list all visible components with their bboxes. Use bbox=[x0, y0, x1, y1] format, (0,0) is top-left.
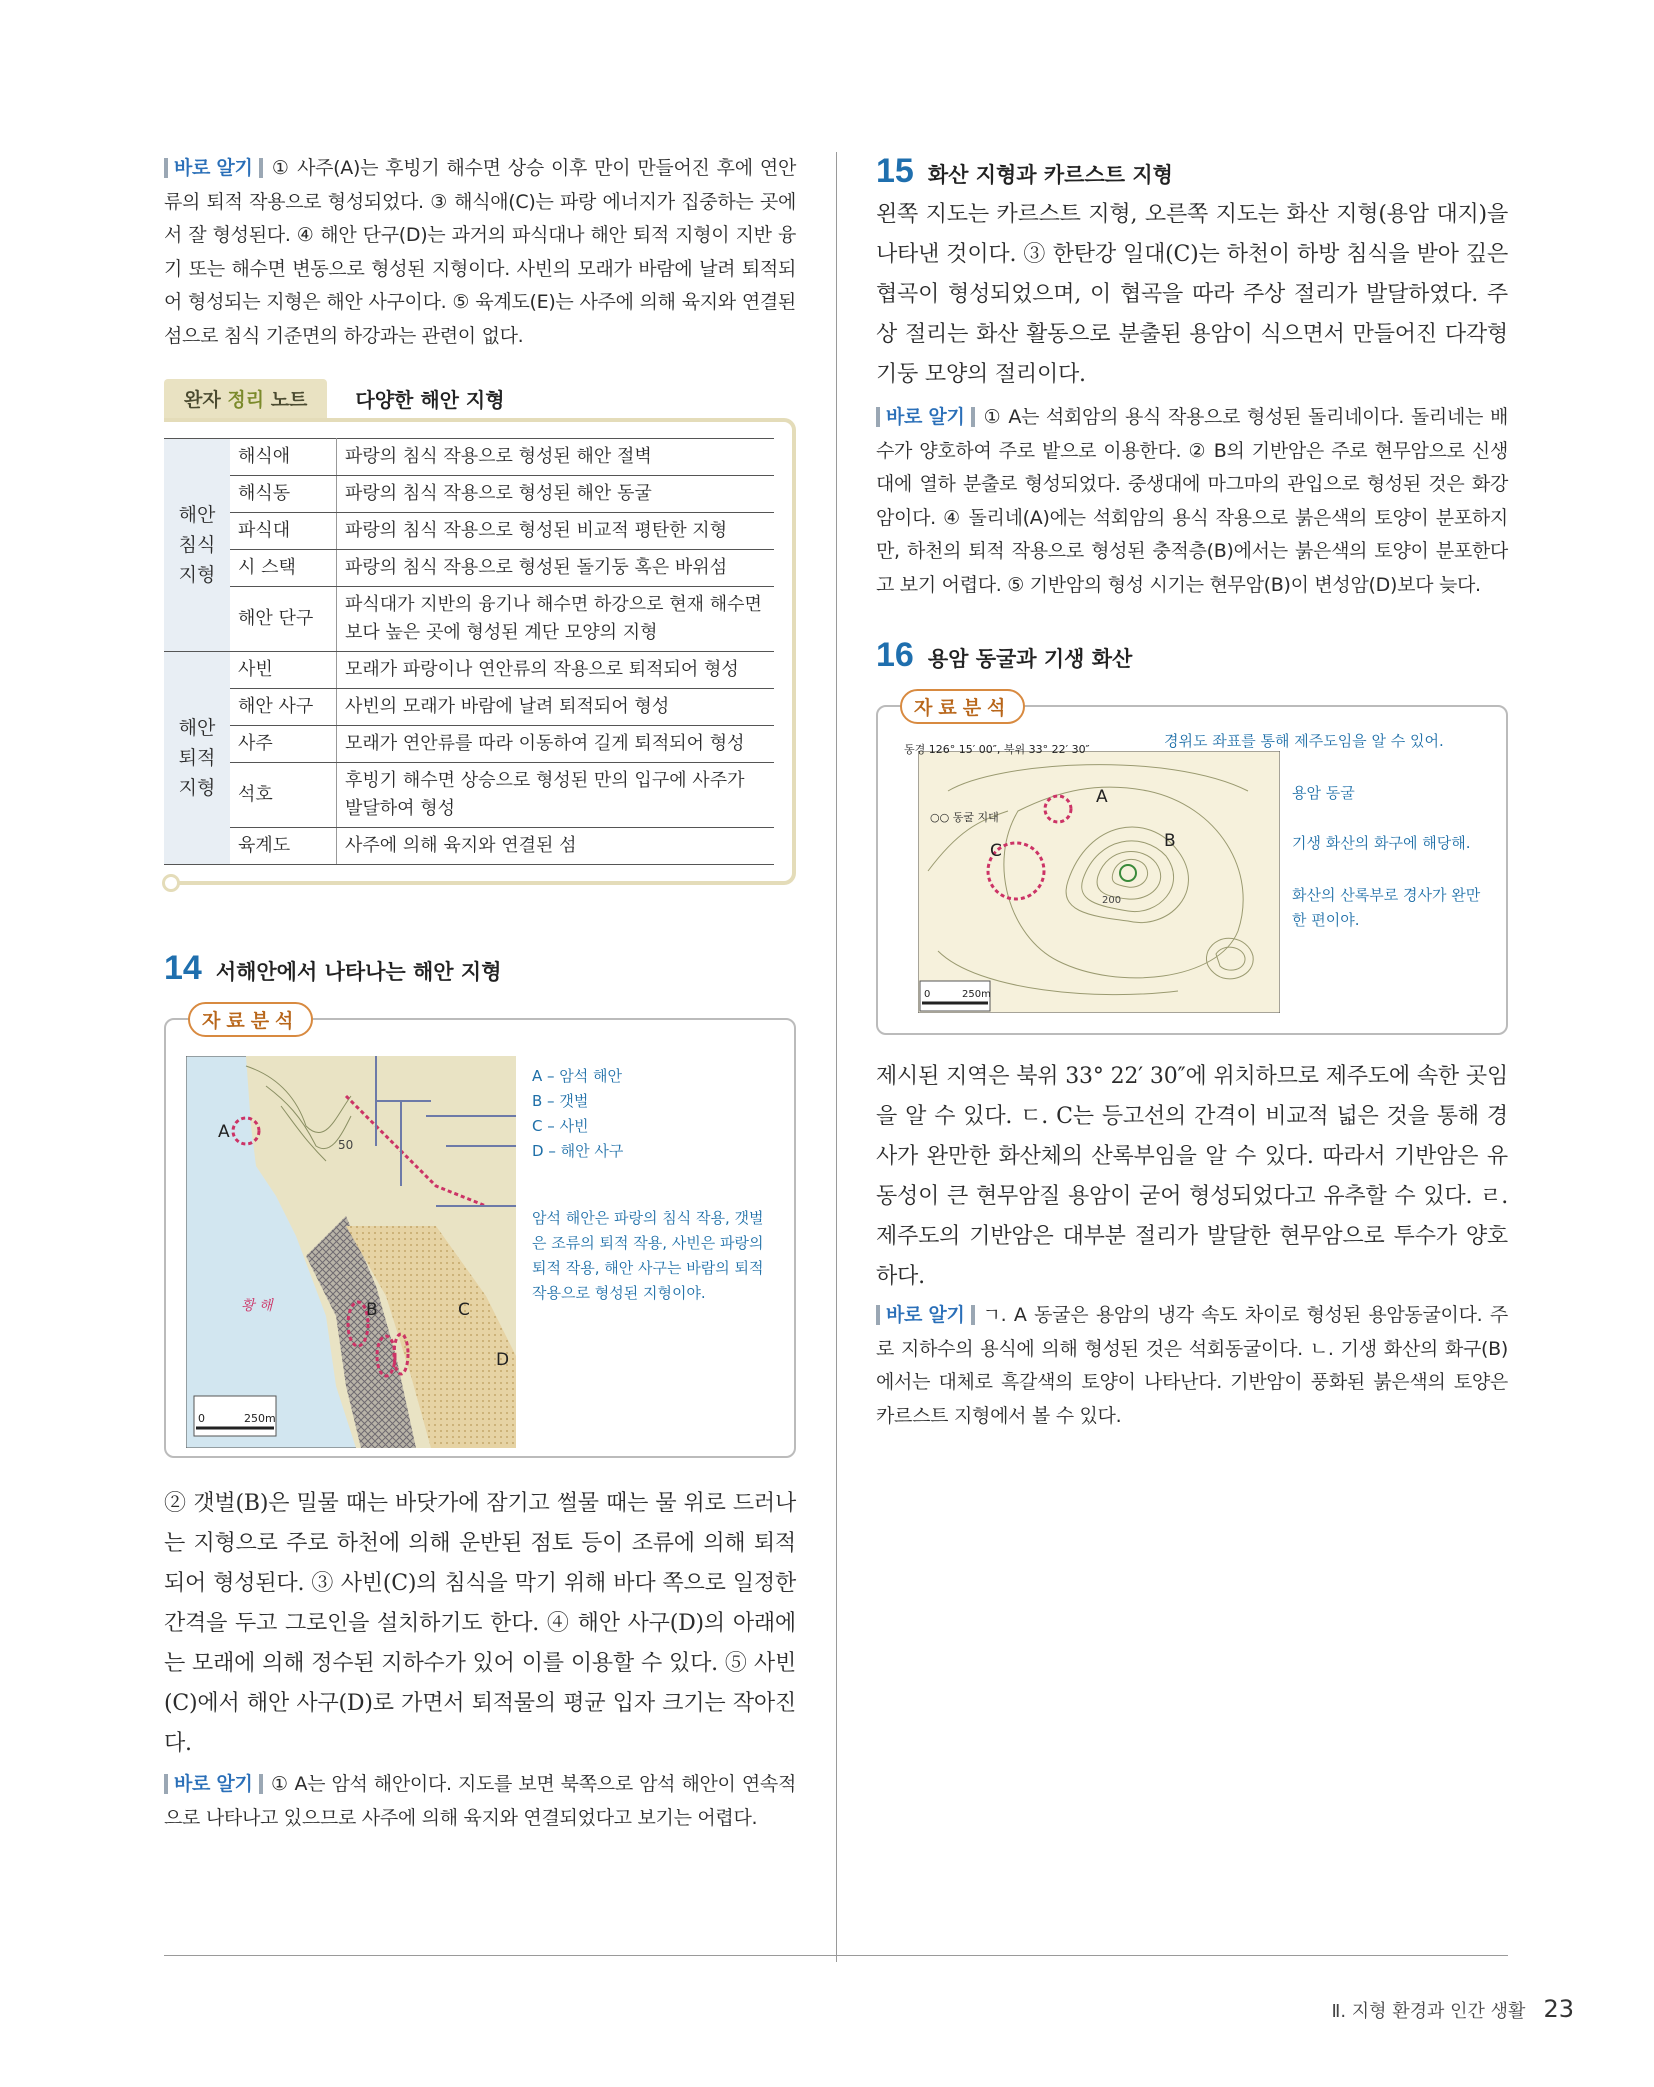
table-row bbox=[164, 652, 774, 689]
data-analysis-box-14 bbox=[164, 1010, 796, 1458]
answer-explanation-13: 바로 알기 ① 사주(A)는 후빙기 해수면 상승 이후 만이 만들어진 후에 연안류의 퇴적 작용으로 형성되었다. ③ 해식애(C)는 파랑 에너지가 집중하는 곳에서 잘 형성된다. ④ 해안 단구(D)는 과거의 파식대나 해안 퇴적 지형이 지반 융기 또는 해수면 변동으로 형성된 지형이다. 사빈의 모래가 바람에 날려 퇴적되어 형성되는 지형은 해안 사구이다. ⑤ 육계도(E)는 사주에 의해 육지와 연결된 섬으로 침식 기준면의 하강과는 관련이 없다. bbox=[164, 157, 796, 347]
landform-term: 해안 단구 bbox=[230, 587, 337, 652]
landform-term: 파식대 bbox=[230, 513, 337, 550]
scale-label: 250m bbox=[244, 1412, 276, 1425]
left-column bbox=[164, 152, 796, 1835]
scale-zero: 0 bbox=[198, 1412, 205, 1425]
landform-description: 사빈의 모래가 바람에 날려 퇴적되어 형성 bbox=[337, 689, 775, 726]
map-label-C: C bbox=[458, 1300, 470, 1320]
table-row bbox=[164, 439, 774, 476]
landform-term: 해식애 bbox=[230, 439, 337, 476]
summary-note-box bbox=[164, 418, 796, 885]
landform-description: 파랑의 침식 작용으로 형성된 비교적 평탄한 지형 bbox=[337, 513, 775, 550]
note-end-ornament bbox=[162, 874, 180, 892]
question-number: 14 bbox=[164, 949, 202, 987]
elevation-label: 50 bbox=[338, 1138, 354, 1152]
landform-term: 사빈 bbox=[230, 652, 337, 689]
summary-note-header bbox=[164, 379, 796, 418]
page-number: 23 bbox=[1543, 1995, 1574, 2023]
group-label: 해안 침식 지형 bbox=[164, 439, 230, 652]
map-label-B: B bbox=[1164, 831, 1176, 851]
landform-term: 해안 사구 bbox=[230, 689, 337, 726]
table-row bbox=[164, 513, 774, 550]
cave-area-label: ○○ 동굴 지대 bbox=[930, 811, 999, 824]
landform-description: 사주에 의해 육지와 연결된 섬 bbox=[337, 828, 775, 865]
question-title: 화산 지형과 카르스트 지형 bbox=[927, 163, 1173, 187]
group-label: 해안 퇴적 지형 bbox=[164, 652, 230, 865]
landform-term: 해식동 bbox=[230, 476, 337, 513]
section-title: Ⅱ. 지형 환경과 인간 생활 bbox=[1331, 2001, 1526, 2022]
footer-rule bbox=[164, 1955, 1508, 1956]
coordinate-label: 동경 126° 15′ 00″, 북위 33° 22′ 30″ bbox=[904, 743, 1090, 756]
table-row bbox=[164, 828, 774, 865]
landform-description: 후빙기 해수면 상승으로 형성된 만의 입구에 사주가 발달하여 형성 bbox=[337, 763, 775, 828]
table-row bbox=[164, 587, 774, 652]
question-14-header bbox=[164, 949, 796, 988]
map-label-B: B bbox=[366, 1300, 378, 1320]
map-annotation-2: 용암 동굴 bbox=[1292, 784, 1355, 802]
map-legend: A – 암석 해안 B – 갯벌 C – 사빈 D – 해안 사구 bbox=[532, 1067, 624, 1160]
table-row bbox=[164, 550, 774, 587]
landform-term: 사주 bbox=[230, 726, 337, 763]
landform-term: 육계도 bbox=[230, 828, 337, 865]
data-analysis-badge: 자료분석 bbox=[188, 1002, 313, 1037]
question-title: 용암 동굴과 기생 화산 bbox=[927, 647, 1133, 671]
landform-description: 파랑의 침식 작용으로 형성된 돌기둥 혹은 바위섬 bbox=[337, 550, 775, 587]
explanation-15: 왼쪽 지도는 카르스트 지형, 오른쪽 지도는 화산 지형(용암 대지)을 나타낸 것이다. ③ 한탄강 일대(C)는 하천이 하방 침식을 받아 깊은 협곡이 형성되었으며, 이 협곡을 따라 주상 절리가 발달하였다. 주상 절리는 화산 활동으로 분출된 용암이 식으면서 만들어진 다각형 기둥 모양의 절리이다. bbox=[876, 202, 1508, 387]
map-annotation-3: 기생 화산의 화구에 해당해. bbox=[1292, 834, 1471, 852]
map-label-A: A bbox=[1096, 787, 1108, 807]
right-column bbox=[876, 152, 1508, 1433]
table-row bbox=[164, 763, 774, 828]
question-title: 서해안에서 나타나는 해안 지형 bbox=[215, 960, 502, 984]
elevation-label: 200 bbox=[1102, 895, 1122, 906]
explanation-16: 제시된 지역은 북위 33° 22′ 30″에 위치하므로 제주도에 속한 곳임을 알 수 있다. ㄷ. C는 등고선의 간격이 비교적 넓은 것을 통해 경사가 완만한 화산체의 산록부임을 알 수 있다. 따라서 기반암은 유동성이 큰 현무암질 용암이 굳어 형성되었다고 유추할 수 있다. ㄹ. 제주도의 기반암은 대부분 절리가 발달한 현무암으로 투수가 양호하다. bbox=[876, 1064, 1508, 1289]
page-footer bbox=[1331, 1995, 1574, 2023]
correction-15: 바로 알기 ① A는 석회암의 용식 작용으로 형성된 돌리네이다. 돌리네는 배수가 양호하여 주로 밭으로 이용한다. ② B의 기반암은 주로 현무암으로 신생대에 열하 분출로 형성되었다. 중생대에 마그마의 관입으로 형성된 것은 화강암이다. ④ 돌리네(A)에는 석회암의 용식 작용으로 붉은색의 토양이 분포하지만, 하천의 퇴적 작용으로 형성된 충적층(B)에서는 붉은색의 토양이 분포한다고 보기 어렵다. ⑤ 기반암의 형성 시기는 현무암(B)이 변성암(D)보다 늦다. bbox=[876, 406, 1508, 596]
map-annotation: 암석 해안은 파랑의 침식 작용, 갯벌은 조류의 퇴적 작용, 사빈은 파랑의 퇴적 작용, 해안 사구는 바람의 퇴적 작용으로 형성된 지형이야. bbox=[532, 1209, 764, 1302]
correction-tag: 바로 알기 bbox=[164, 158, 263, 178]
map-label-C: C bbox=[990, 841, 1002, 861]
data-analysis-badge: 자료분석 bbox=[900, 689, 1025, 724]
table-row bbox=[164, 726, 774, 763]
correction-16: 바로 알기 ㄱ. A 동굴은 용암의 냉각 속도 차이로 형성된 용암동굴이다. 주로 지하수의 용식에 의해 형성된 것은 석회동굴이다. ㄴ. 기생 화산의 화구(B)에서는 대체로 흑갈색의 토양이 나타난다. 기반암이 풍화된 붉은색의 토양은 카르스트 지형에서 볼 수 있다. bbox=[876, 1304, 1508, 1427]
explanation-14: ② 갯벌(B)은 밀물 때는 바닷가에 잠기고 썰물 때는 물 위로 드러나는 지형으로 주로 하천에 의해 운반된 점토 등이 조류에 의해 퇴적되어 형성된다. ③ 사빈(C)의 침식을 막기 위해 바다 쪽으로 일정한 간격을 두고 그로인을 설치하기도 한다. ④ 해안 사구(D)의 아래에는 모래에 의해 정수된 지하수가 있어 이를 이용할 수 있다. ⑤ 사빈(C)에서 해안 사구(D)로 가면서 퇴적물의 평균 입자 크기는 작아진다. bbox=[164, 1491, 796, 1756]
correction-14: 바로 알기 ① A는 암석 해안이다. 지도를 보면 북쪽으로 암석 해안이 연속적으로 나타나고 있으므로 사주에 의해 육지와 연결되었다고 보기는 어렵다. bbox=[164, 1773, 796, 1829]
coastal-map bbox=[186, 1056, 516, 1448]
landform-description: 파랑의 침식 작용으로 형성된 해안 절벽 bbox=[337, 439, 775, 476]
landform-description: 모래가 파랑이나 연안류의 작용으로 퇴적되어 형성 bbox=[337, 652, 775, 689]
column-divider bbox=[836, 152, 837, 1962]
map-annotation-1: 경위도 좌표를 통해 제주도임을 알 수 있어. bbox=[1164, 732, 1444, 750]
scale-label: 250m bbox=[962, 989, 991, 1000]
data-analysis-box-16 bbox=[876, 697, 1508, 1035]
question-16-header bbox=[876, 636, 1508, 675]
question-15-header bbox=[876, 152, 1508, 191]
table-row bbox=[164, 476, 774, 513]
landform-term: 석호 bbox=[230, 763, 337, 828]
question-number: 15 bbox=[876, 152, 914, 190]
map-annotation-4: 화산의 산록부로 경사가 완만한 편이야. bbox=[1292, 886, 1481, 929]
sea-label: 황 해 bbox=[241, 1298, 273, 1314]
summary-note-title: 다양한 해안 지형 bbox=[355, 388, 505, 412]
map-label-A: A bbox=[218, 1122, 230, 1142]
question-number: 16 bbox=[876, 636, 914, 674]
scale-zero: 0 bbox=[924, 989, 931, 1000]
landform-description: 파랑의 침식 작용으로 형성된 해안 동굴 bbox=[337, 476, 775, 513]
summary-note-label: 완자 정리 노트 bbox=[164, 379, 327, 418]
table-row bbox=[164, 689, 774, 726]
map-label-D: D bbox=[496, 1350, 510, 1370]
coastal-landform-table bbox=[164, 438, 774, 865]
landform-description: 모래가 연안류를 따라 이동하여 길게 퇴적되어 형성 bbox=[337, 726, 775, 763]
landform-description: 파식대가 지반의 융기나 해수면 하강으로 현재 해수면보다 높은 곳에 형성된 계단 모양의 지형 bbox=[337, 587, 775, 652]
landform-term: 시 스택 bbox=[230, 550, 337, 587]
